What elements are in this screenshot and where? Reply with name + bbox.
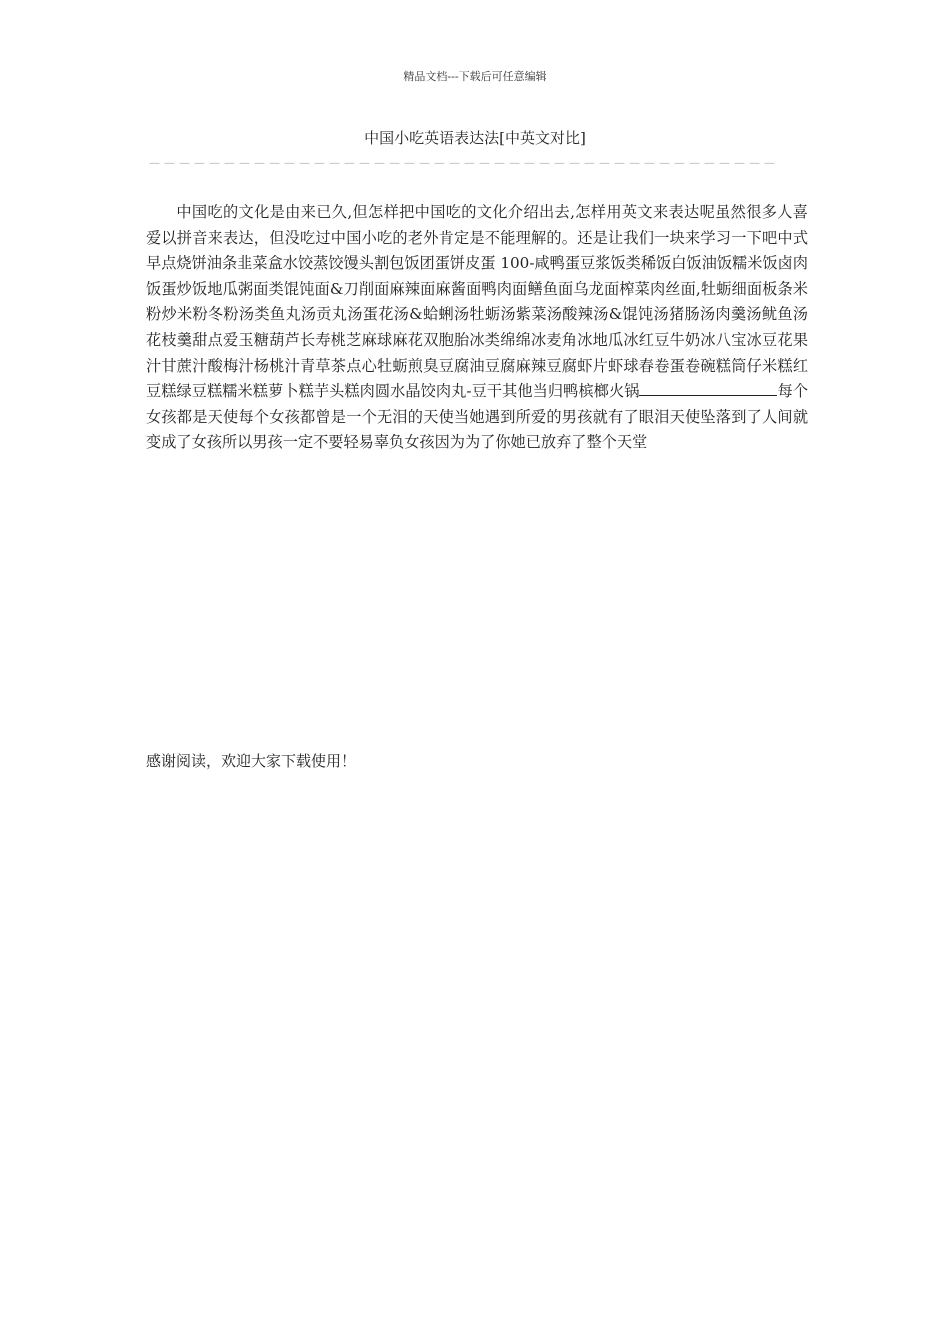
header-note: 精品文档---下载后可任意编辑 (403, 70, 547, 83)
fill-in-blank-line (639, 380, 777, 396)
body-paragraph (146, 200, 808, 456)
body-text-after-blank: 每个女孩都是天使每个女孩都曾是一个无泪的天使当她遇到所爱的男孩就有了眼泪天使坠落到了人间就变成了女孩所以男孩一定不要轻易辜负女孩因为为了你她已放弃了整个天堂 (146, 382, 809, 452)
footer-thanks: 感谢阅读，欢迎大家下载使用！ (146, 752, 357, 770)
title-divider: －－－－－－－－－－－－－－－－－－－－－－－－－－－－－－－－－－－－－－－－－－ (148, 157, 779, 167)
body-text-before-blank: 中国吃的文化是由来已久,但怎样把中国吃的文化介绍出去,怎样用英文来表达呢虽然很多人喜爱以拼音来表达，但没吃过中国小吃的老外肯定是不能理解的。还是让我们一块来学习一下吧中式早点烧饼油条韭菜盒水饺蒸饺馒头割包饭团蛋饼皮蛋 100-咸鸭蛋豆浆饭类稀饭白饭油饭糯米饭卤肉饭蛋炒饭地瓜粥面类馄饨面&刀削面麻辣面麻酱面鸭肉面鳝鱼面乌龙面榨菜肉丝面,牡蛎细面板条米粉炒米粉冬粉汤类鱼丸汤贡丸汤蛋花汤&蛤蜊汤牡蛎汤紫菜汤酸辣汤&馄饨汤猪肠汤肉羹汤鱿鱼汤花枝羹甜点爱玉糖葫芦长寿桃芝麻球麻花双胞胎冰类绵绵冰麦角冰地瓜冰红豆牛奶冰八宝冰豆花果汁甘蔗汁酸梅汁杨桃汁青草茶点心牡蛎煎臭豆腐油豆腐麻辣豆腐虾片虾球春卷蛋卷碗糕筒仔米糕红豆糕绿豆糕糯米糕萝卜糕芋头糕肉圆水晶饺肉丸-豆干其他当归鸭槟榔火锅 (146, 203, 808, 401)
document-title: 中国小吃英语表达法[中英文对比] (364, 129, 586, 147)
